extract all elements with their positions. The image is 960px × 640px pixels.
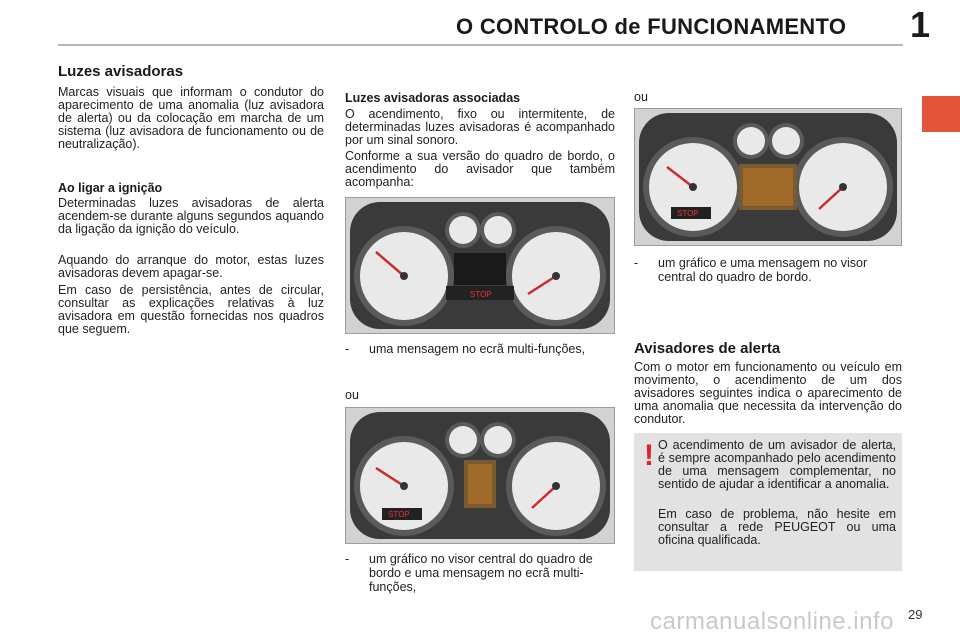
ignition-paragraph-1: Determinadas luzes avisadoras de alerta acendem-se durante alguns segundos aquando da ligação da ignição do veículo. <box>58 196 324 236</box>
watermark: carmanualsonline.info <box>650 608 894 635</box>
page-number: 29 <box>908 607 923 622</box>
list-item-message: - uma mensagem no ecrã multi-funções, <box>345 342 615 356</box>
chapter-tab-marker <box>922 96 960 132</box>
ignition-paragraph-3: Em caso de persistência, antes de circular, consultar as explicações relativas à luz avisadora em questão fornecidas nos quadros que seguem. <box>58 283 324 336</box>
instrument-panel-image-3 <box>634 108 902 246</box>
exclamation-warning-icon: ! <box>644 439 654 472</box>
or-label-1: ou <box>345 388 359 402</box>
list-item-central-display: - um gráfico e uma mensagem no visor central do quadro de bordo. <box>634 256 902 284</box>
stop-warning-label-2: STOP <box>388 510 410 519</box>
list-item-message-text: uma mensagem no ecrã multi-funções, <box>369 342 586 356</box>
associated-paragraph-2: Conforme a sua versão do quadro de bordo, o acendimento do avisador que também acompanha: <box>345 149 615 189</box>
warning-notice-box <box>634 433 902 571</box>
stop-warning-label-3: STOP <box>677 209 699 218</box>
warning-paragraph-1: O acendimento de um avisador de alerta, é sempre acompanhado pelo acendimento de uma mensagem complementar, no sentido de ajudar a identificar a anomalia. <box>658 438 896 491</box>
alert-paragraph: Com o motor em funcionamento ou veículo em movimento, o acendimento de um dos avisadores seguintes indica o aparecimento de uma anomalia que necessita da intervenção do condutor. <box>634 360 902 426</box>
list-item-graphic-message: - um gráfico no visor central do quadro de bordo e uma mensagem no ecrã multi-funções, <box>345 552 615 594</box>
intro-paragraph: Marcas visuais que informam o condutor do aparecimento de uma anomalia (luz avisadora de alerta) ou da colocação em marcha de um sistema (luz avisadora de funcionamento ou de neutralização). <box>58 85 324 151</box>
section-heading-alert-warnings: Avisadores de alerta <box>634 340 781 357</box>
section-heading-luzes-avisadoras: Luzes avisadoras <box>58 63 184 80</box>
instrument-panel-image-1 <box>345 197 615 334</box>
list-item-central-display-text: um gráfico e uma mensagem no visor central do quadro de bordo. <box>658 256 868 284</box>
subheading-associated-lights: Luzes avisadoras associadas <box>345 91 521 105</box>
ignition-paragraph-2: Aquando do arranque do motor, estas luzes avisadoras devem apagar-se. <box>58 253 324 280</box>
instrument-panel-image-2 <box>345 407 615 544</box>
page-title: O CONTROLO de FUNCIONAMENTO <box>456 14 847 39</box>
warning-paragraph-2: Em caso de problema, não hesite em consultar a rede PEUGEOT ou uma oficina qualificada. <box>658 507 896 547</box>
subheading-ignition: Ao ligar a ignição <box>58 181 163 195</box>
chapter-number: 1 <box>910 4 931 45</box>
associated-paragraph-1: O acendimento, fixo ou intermitente, de determinadas luzes avisadoras é acompanhado por um sinal sonoro. <box>345 107 615 147</box>
list-item-graphic-message-text: um gráfico no visor central do quadro de bordo e uma mensagem no ecrã multi-funções, <box>369 552 593 594</box>
header-divider <box>58 44 903 46</box>
stop-warning-label: STOP <box>470 290 492 299</box>
or-label-2: ou <box>634 90 648 104</box>
